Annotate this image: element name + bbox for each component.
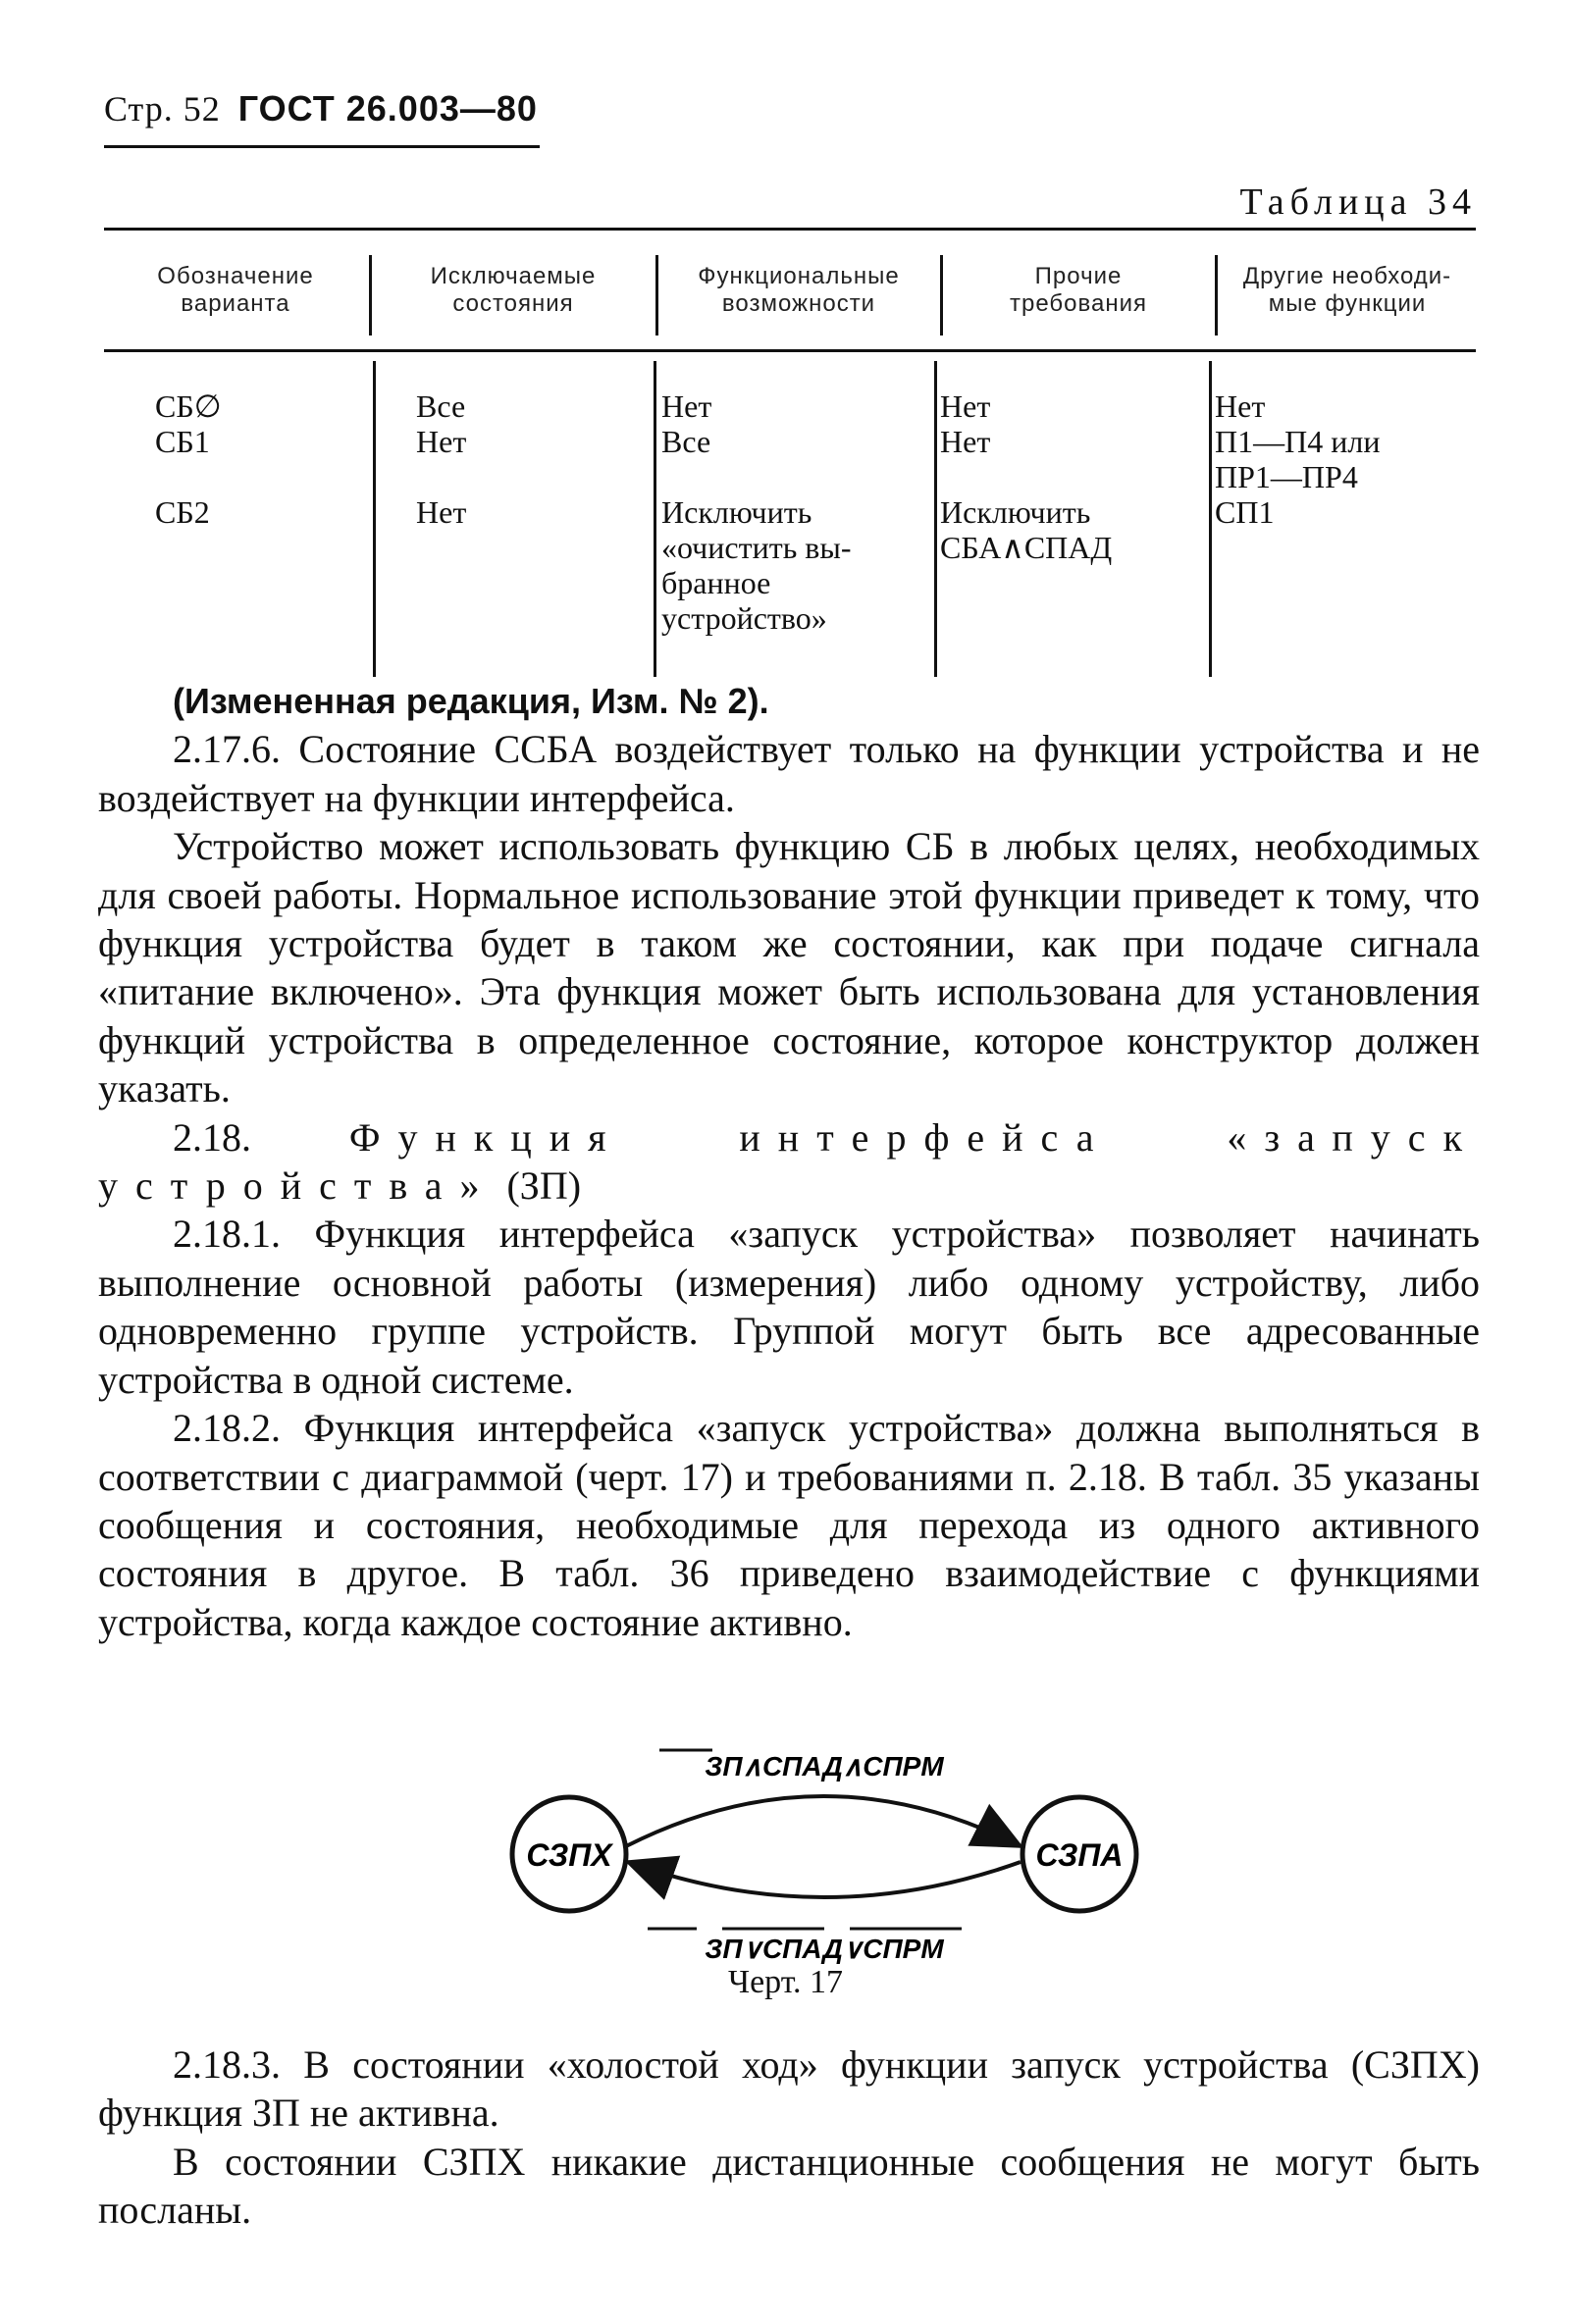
transition-arrow-to-active	[626, 1796, 1021, 1846]
paragraph-2-18-1: 2.18.1. Функция интерфейса «запуск устройства» позволяет начинать выполнение основной работы (измерения) либо одному устройству, либо одновременно группе устройств. Группой могут быть все адресованные устройства в одной системе.	[98, 1212, 1480, 1402]
state-diagram-svg	[491, 1736, 1158, 1972]
column-divider	[1209, 361, 1212, 677]
cell-column-variant: СБ∅ СБ1 СБ2	[155, 388, 222, 530]
transition-arrow-to-idle	[628, 1862, 1021, 1897]
column-header-other-requirements: Прочие требования	[1010, 263, 1147, 317]
paragraph-2-18-3: 2.18.3. В состоянии «холостой ход» функции запуск устройства (СЗПХ) функция ЗП не активна.	[98, 2042, 1480, 2136]
section-heading-2-18	[98, 1113, 1480, 1211]
table-caption: Таблица 34	[1239, 181, 1477, 223]
column-header-functional: Функциональные возможности	[698, 263, 900, 317]
column-divider	[373, 361, 376, 677]
cell-column-functional: Нет Все Исключить «очистить вы- бранное устройство»	[661, 388, 852, 636]
lower-text	[98, 2040, 1480, 2235]
column-header-variant: Обозначение варианта	[157, 263, 314, 317]
column-divider	[369, 255, 372, 336]
transition-label-top: ЗП∧СПАД∧СПРМ	[705, 1751, 944, 1782]
column-divider	[654, 361, 656, 677]
figure-caption: Черт. 17	[727, 1964, 844, 2000]
section-abbreviation: (ЗП)	[506, 1163, 582, 1209]
column-header-excluded-states: Исключаемые состояния	[430, 263, 597, 317]
page-header	[104, 88, 538, 129]
table-top-rule	[104, 228, 1476, 231]
paragraph-2-17-6: 2.17.6. Состояние ССБА воздействует только на функции устройства и не воздействует на функции интерфейса.	[98, 727, 1480, 820]
column-divider	[1215, 255, 1218, 336]
main-text	[98, 677, 1480, 1646]
section-title: Функция интерфейса «запуск устройства»	[98, 1114, 1480, 1209]
paragraph-no-remote-messages: В состоянии СЗПХ никакие дистанционные сообщения не могут быть посланы.	[98, 2139, 1480, 2233]
column-divider	[940, 255, 943, 336]
header-rule	[104, 145, 540, 148]
section-number: 2.18.	[173, 1114, 251, 1160]
column-divider	[655, 255, 658, 336]
cell-column-excluded-states: Все Нет Нет	[416, 388, 467, 530]
cell-column-other-requirements: Нет Нет Исключить СБА∧СПАД	[940, 388, 1113, 565]
state-diagram	[491, 1736, 1158, 1972]
transition-label-bottom: ЗП∨СПАД∨СПРМ	[705, 1934, 944, 1964]
column-header-other-functions: Другие необходи- мые функции	[1242, 263, 1452, 317]
standard-number: ГОСТ 26.003—80	[237, 88, 538, 129]
table-header-rule	[104, 349, 1476, 352]
amendment-note: (Измененная редакция, Изм. № 2).	[173, 681, 769, 721]
page-label: Стр. 52	[104, 89, 221, 129]
paragraph-2-18-2: 2.18.2. Функция интерфейса «запуск устройства» должна выполняться в соответствии с диаграммой (черт. 17) и требованиями п. 2.18. В табл. 35 указаны сообщения и состояния, необходимые для перехода из одного активного состояния в другое. В табл. 36 приведено взаимодействие с функциями устройства, когда каждое состояние активно.	[98, 1406, 1480, 1644]
column-divider	[934, 361, 937, 677]
state-label-active: СЗПА	[1035, 1837, 1124, 1873]
variants-table	[104, 228, 1476, 677]
state-label-idle: СЗПХ	[526, 1837, 612, 1873]
cell-column-other-functions: Нет П1—П4 или ПР1—ПР4 СП1	[1215, 388, 1381, 530]
paragraph-device-function: Устройство может использовать функцию СБ в любых целях, необходимых для своей работы. Нормальное использование этой функции приведет к тому, что функция устройства будет в таком же состоянии, как при подаче сигнала «питание включено». Эта функция может быть использована для установления функций устройства в определенное состояние, которое конструктор должен указать.	[98, 824, 1480, 1111]
